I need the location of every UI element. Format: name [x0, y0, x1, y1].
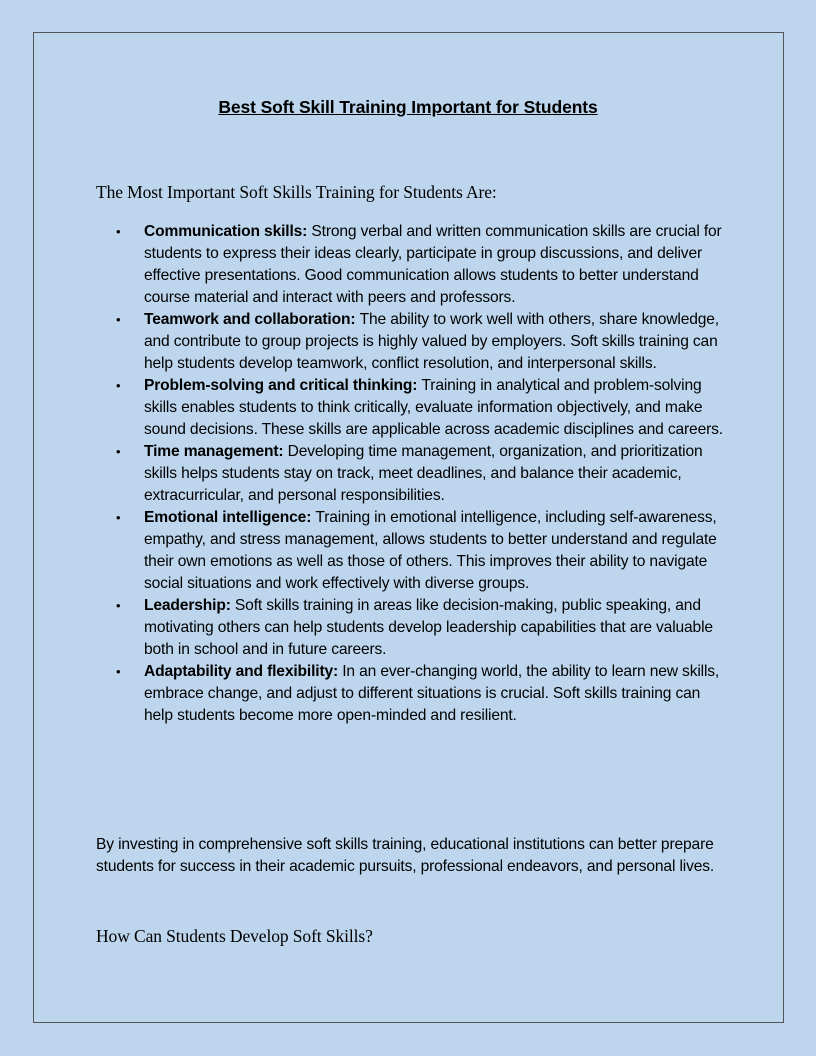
list-item	[96, 661, 726, 727]
list-item	[96, 309, 726, 375]
bullet-icon: •	[116, 378, 121, 393]
skill-description: Training in analytical and problem-solving skills enables students to think critically, evaluate information objectively, and make sound decisions. These skills are applicable across academic disciplines and careers.	[144, 377, 723, 438]
skill-name: Problem-solving and critical thinking:	[144, 377, 422, 394]
next-section-heading: How Can Students Develop Soft Skills?	[96, 926, 373, 946]
closing-paragraph: By investing in comprehensive soft skills training, educational institutions can better prepare students for success in their academic pursuits, professional endeavors, and personal lives.	[96, 836, 715, 875]
skill-description: The ability to work well with others, share knowledge, and contribute to group projects is highly valued by employers. Soft skills training can help students develop teamwork, conflict resolution, and interpersonal skills.	[144, 311, 719, 372]
skill-description: Strong verbal and written communication skills are crucial for students to express their ideas clearly, participate in group discussions, and deliver effective presentations. Good communication allows students to better understand course material and interact with peers and professors.	[144, 223, 722, 306]
skill-description: Developing time management, organization, and prioritization skills helps students stay on track, meet deadlines, and balance their academic, extracurricular, and personal responsibilities.	[144, 443, 703, 504]
bullet-icon: •	[116, 224, 121, 239]
bullet-icon: •	[116, 664, 121, 679]
skill-name: Adaptability and flexibility:	[144, 663, 343, 680]
bullet-icon: •	[116, 510, 121, 525]
bullet-icon: •	[116, 444, 121, 459]
skill-description: Training in emotional intelligence, including self-awareness, empathy, and stress management, allows students to better understand and regulate their own emotions as well as those of others. This improves their ability to navigate social situations and work effectively with diverse groups.	[144, 509, 717, 592]
document-title: Best Soft Skill Training Important for Students	[218, 97, 598, 117]
list-item	[96, 221, 726, 309]
skill-description: In an ever-changing world, the ability to learn new skills, embrace change, and adjust to different situations is crucial. Soft skills training can help students become more open-minded and resilient.	[144, 663, 720, 724]
list-item	[96, 507, 726, 595]
skill-name: Time management:	[144, 443, 288, 460]
skill-name: Leadership:	[144, 597, 235, 614]
skill-name: Communication skills:	[144, 223, 312, 240]
skill-name: Teamwork and collaboration:	[144, 311, 360, 328]
list-item	[96, 375, 726, 441]
list-item	[96, 441, 726, 507]
skill-list	[96, 221, 726, 727]
skill-description: Soft skills training in areas like decision-making, public speaking, and motivating others can help students develop leadership capabilities that are valuable both in school and in future careers.	[144, 597, 713, 658]
bullet-icon: •	[116, 312, 121, 327]
skill-name: Emotional intelligence:	[144, 509, 316, 526]
intro-heading: The Most Important Soft Skills Training for Students Are:	[96, 182, 497, 202]
list-item	[96, 595, 726, 661]
bullet-icon: •	[116, 598, 121, 613]
